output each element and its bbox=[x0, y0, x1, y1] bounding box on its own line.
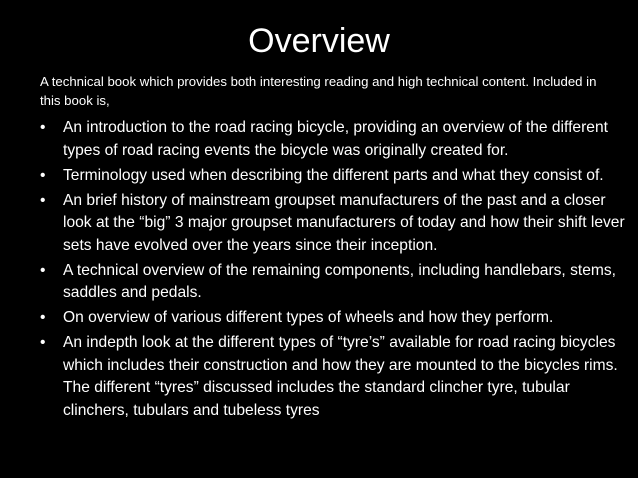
bullet-item bbox=[40, 260, 625, 305]
bullet-item bbox=[40, 307, 625, 330]
bullet-item bbox=[40, 190, 625, 258]
bullet-text: An brief history of mainstream groupset manufacturers of the past and a closer look at the “big” 3 major groupset manufacturers of today and how their shift lever sets have evolved over the years since their inception. bbox=[63, 191, 625, 254]
slide-title: Overview bbox=[248, 22, 390, 60]
bullet-item bbox=[40, 165, 625, 188]
bullet-icon: • bbox=[40, 191, 46, 209]
bullet-item bbox=[40, 117, 625, 162]
bullet-text: Terminology used when describing the different parts and what they consist of. bbox=[63, 166, 604, 184]
bullet-icon: • bbox=[40, 309, 46, 327]
bullet-icon: • bbox=[40, 119, 46, 136]
bullet-text: An indepth look at the different types of “tyre’s” available for road racing bicycles which includes their construction and how they are mounted to the bicycles rims. The different “tyres” discussed includes the standard clincher tyre, tubular clinchers, tubulars and tubeless tyres bbox=[63, 334, 618, 419]
bullet-icon: • bbox=[40, 166, 46, 184]
bullet-list bbox=[40, 117, 625, 425]
bullet-text: A technical overview of the remaining components, including handlebars, stems, saddles and pedals. bbox=[63, 261, 617, 302]
bullet-icon: • bbox=[40, 261, 46, 279]
bullet-item bbox=[40, 332, 625, 422]
intro-text: A technical book which provides both interesting reading and high technical content. Included in this book is, bbox=[40, 74, 597, 108]
bullet-text: An introduction to the road racing bicycle, providing an overview of the different types of road racing events the bicycle was originally created for. bbox=[63, 119, 608, 159]
bullet-text: On overview of various different types of wheels and how they perform. bbox=[63, 309, 554, 327]
bullet-icon: • bbox=[40, 334, 46, 352]
